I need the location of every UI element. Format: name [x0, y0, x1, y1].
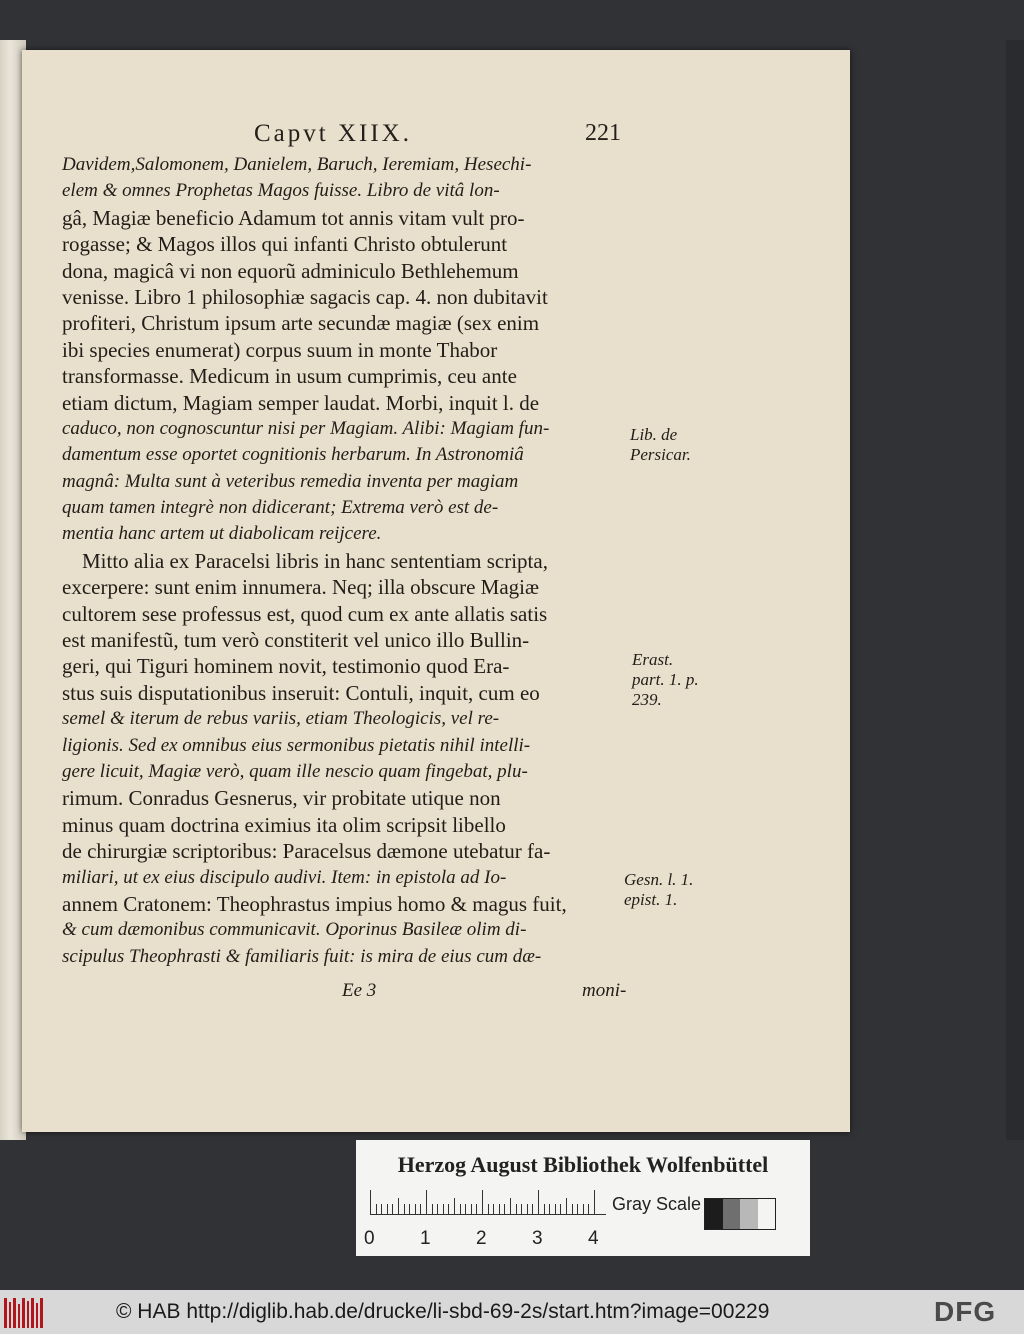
text-line: profiteri, Christum ipsum arte secundæ magiæ (sex enim — [62, 311, 540, 336]
ruler-tick — [387, 1204, 388, 1214]
marginal-note — [630, 425, 691, 465]
ruler-tick — [432, 1204, 433, 1214]
text-line: venisse. Libro 1 philosophiæ sagacis cap. 4. non dubitavit — [62, 284, 548, 309]
text-line: caduco, non cognoscuntur nisi per Magiam. Alibi: Magiam fun- — [62, 417, 550, 439]
library-color-card — [356, 1140, 810, 1256]
gray-patch — [705, 1199, 723, 1229]
running-head — [22, 120, 850, 150]
ruler-number: 3 — [532, 1228, 543, 1249]
copyright-link[interactable]: © HAB http://diglib.hab.de/drucke/li-sbd-69-2s/start.htm?image=00229 — [116, 1300, 770, 1323]
ruler-tick — [499, 1204, 500, 1214]
running-title: Capvt XIIX. — [254, 120, 412, 147]
page-edge-right — [1006, 40, 1024, 1140]
ruler-tick — [583, 1204, 584, 1214]
ruler-tick — [493, 1204, 494, 1214]
ruler-tick — [488, 1204, 489, 1214]
text-line: excerpere: sunt enim innumera. Neq; illa obscure Magiæ — [62, 575, 540, 600]
ruler-tick — [392, 1204, 393, 1214]
book-page — [22, 50, 850, 1132]
ruler-tick — [437, 1204, 438, 1214]
text-line: gere licuit, Magiæ verò, quam ille nescio quam fingebat, plu- — [62, 760, 528, 782]
text-line: damentum esse oportet cognitionis herbarum. In Astronomiâ — [62, 444, 524, 466]
ruler-tick — [549, 1204, 550, 1214]
text-line: rogasse; & Magos illos qui infanti Christo obtulerunt — [62, 232, 508, 257]
marginal-note-line: part. 1. p. — [632, 670, 699, 689]
text-line: & cum dæmonibus communicavit. Oporinus Basileæ olim di- — [62, 919, 527, 941]
text-line: elem & omnes Prophetas Magos fuisse. Libro de vitâ lon- — [62, 180, 500, 202]
ruler-tick — [577, 1204, 578, 1214]
ruler-tick — [532, 1204, 533, 1214]
text-line: miliari, ut ex eius discipulo audivi. Item: in epistola ad Io- — [62, 866, 507, 888]
text-line: ligionis. Sed ex omnibus eius sermonibus pietatis nihil intelli- — [62, 734, 531, 756]
text-line: minus quam doctrina eximius ita olim scripsit libello — [62, 812, 506, 837]
marginal-note-line: Gesn. l. 1. — [624, 870, 694, 889]
text-line: rimum. Conradus Gesnerus, vir probitate utique non — [62, 786, 501, 811]
ruler-tick — [370, 1190, 371, 1214]
ruler-tick — [465, 1204, 466, 1214]
ruler-number: 2 — [476, 1228, 487, 1249]
ruler-tick — [555, 1204, 556, 1214]
marginal-note — [624, 870, 693, 910]
ruler-tick — [510, 1198, 511, 1214]
text-line: annem Cratonem: Theophrastus impius homo & magus fuit, — [62, 891, 567, 916]
ruler-tick — [420, 1204, 421, 1214]
text-line: mentia hanc artem ut diabolicam reijcere. — [62, 523, 382, 545]
marginal-note — [632, 650, 699, 710]
text-line: gâ, Magiæ beneficio Adamum tot annis vitam vult pro- — [62, 205, 525, 230]
ruler-tick — [426, 1190, 427, 1214]
ruler-tick — [448, 1204, 449, 1214]
library-name: Herzog August Bibliothek Wolfenbüttel — [397, 1152, 769, 1177]
marginal-note-line: epist. 1. — [624, 890, 678, 909]
catchword: moni- — [582, 980, 627, 1001]
text-line: de chirurgiæ scriptoribus: Paracelsus dæmone utebatur fa- — [62, 839, 551, 864]
barcode-icon — [4, 1298, 46, 1328]
gray-patch — [723, 1199, 741, 1229]
ruler-tick — [454, 1198, 455, 1214]
text-line: Davidem,Salomonem, Danielem, Baruch, Ieremiam, Hesechi- — [62, 154, 532, 175]
gray-patch — [758, 1199, 776, 1229]
page-number: 221 — [585, 120, 621, 146]
marginal-note-line: Lib. de — [630, 425, 678, 444]
text-line: transformasse. Medicum in usum cumprimis, ceu ante — [62, 364, 517, 389]
ruler-tick — [381, 1204, 382, 1214]
gray-patch — [740, 1199, 758, 1229]
text-line: stus suis disputationibus inseruit: Contuli, inquit, cum eo — [62, 680, 540, 705]
ruler-tick — [471, 1204, 472, 1214]
ruler-tick — [544, 1204, 545, 1214]
ruler-tick — [404, 1204, 405, 1214]
ruler-number: 1 — [420, 1228, 431, 1249]
ruler-number: 4 — [588, 1228, 599, 1249]
text-line: etiam dictum, Magiam semper laudat. Morbi, inquit l. de — [62, 390, 540, 415]
ruler-tick — [588, 1204, 589, 1214]
ruler-numbers — [364, 1228, 624, 1252]
ruler-tick — [476, 1204, 477, 1214]
ruler-tick — [572, 1204, 573, 1214]
text-line: Mitto alia ex Paracelsi libris in hanc sententiam scripta, — [82, 548, 548, 573]
gray-scale-patches — [704, 1198, 776, 1230]
text-line: scipulus Theophrasti & familiaris fuit: is mira de eius cum dæ- — [62, 945, 542, 967]
text-line: magnâ: Multa sunt à veteribus remedia inventa per magiam — [62, 470, 519, 492]
text-line: cultorem sese professus est, quod cum ex ante allatis satis — [62, 601, 548, 626]
ruler-tick — [415, 1204, 416, 1214]
footer-bar — [0, 1290, 1024, 1334]
text-line: dona, magicâ vi non equorũ adminiculo Bethlehemum — [62, 258, 519, 283]
marginal-note-line: Persicar. — [630, 445, 691, 464]
ruler-tick — [566, 1198, 567, 1214]
gray-scale-label: Gray Scale — [612, 1194, 702, 1214]
ruler-tick — [398, 1198, 399, 1214]
body-text — [62, 152, 624, 970]
text-line: semel & iterum de rebus variis, etiam Theologicis, vel re- — [62, 708, 500, 730]
ruler-tick — [521, 1204, 522, 1214]
text-line: geri, qui Tiguri hominem novit, testimonio quod Era- — [62, 654, 510, 679]
marginal-note-line: 239. — [632, 690, 662, 709]
text-line: ibi species enumerat) corpus suum in monte Thabor — [62, 337, 498, 362]
ruler-tick — [482, 1190, 483, 1214]
text-line: est manifestũ, tum verò constiterit vel unico illo Bullin- — [62, 628, 530, 653]
ruler-tick — [538, 1190, 539, 1214]
marginal-note-line: Erast. — [632, 650, 674, 669]
ruler-tick — [527, 1204, 528, 1214]
ruler-tick — [504, 1204, 505, 1214]
ruler-tick — [460, 1204, 461, 1214]
ruler-tick — [409, 1204, 410, 1214]
ruler-tick — [560, 1204, 561, 1214]
ruler-tick — [376, 1204, 377, 1214]
ruler-number: 0 — [364, 1228, 375, 1249]
scale-ruler — [370, 1188, 606, 1215]
ruler-tick — [516, 1204, 517, 1214]
page-footer-line — [22, 980, 850, 1006]
signature-mark: Ee 3 — [342, 980, 377, 1001]
ruler-tick — [594, 1190, 595, 1214]
ruler-tick — [443, 1204, 444, 1214]
text-line: quam tamen integrè non didicerant; Extrema verò est de- — [62, 497, 499, 519]
dfg-logo: DFG — [934, 1296, 997, 1327]
